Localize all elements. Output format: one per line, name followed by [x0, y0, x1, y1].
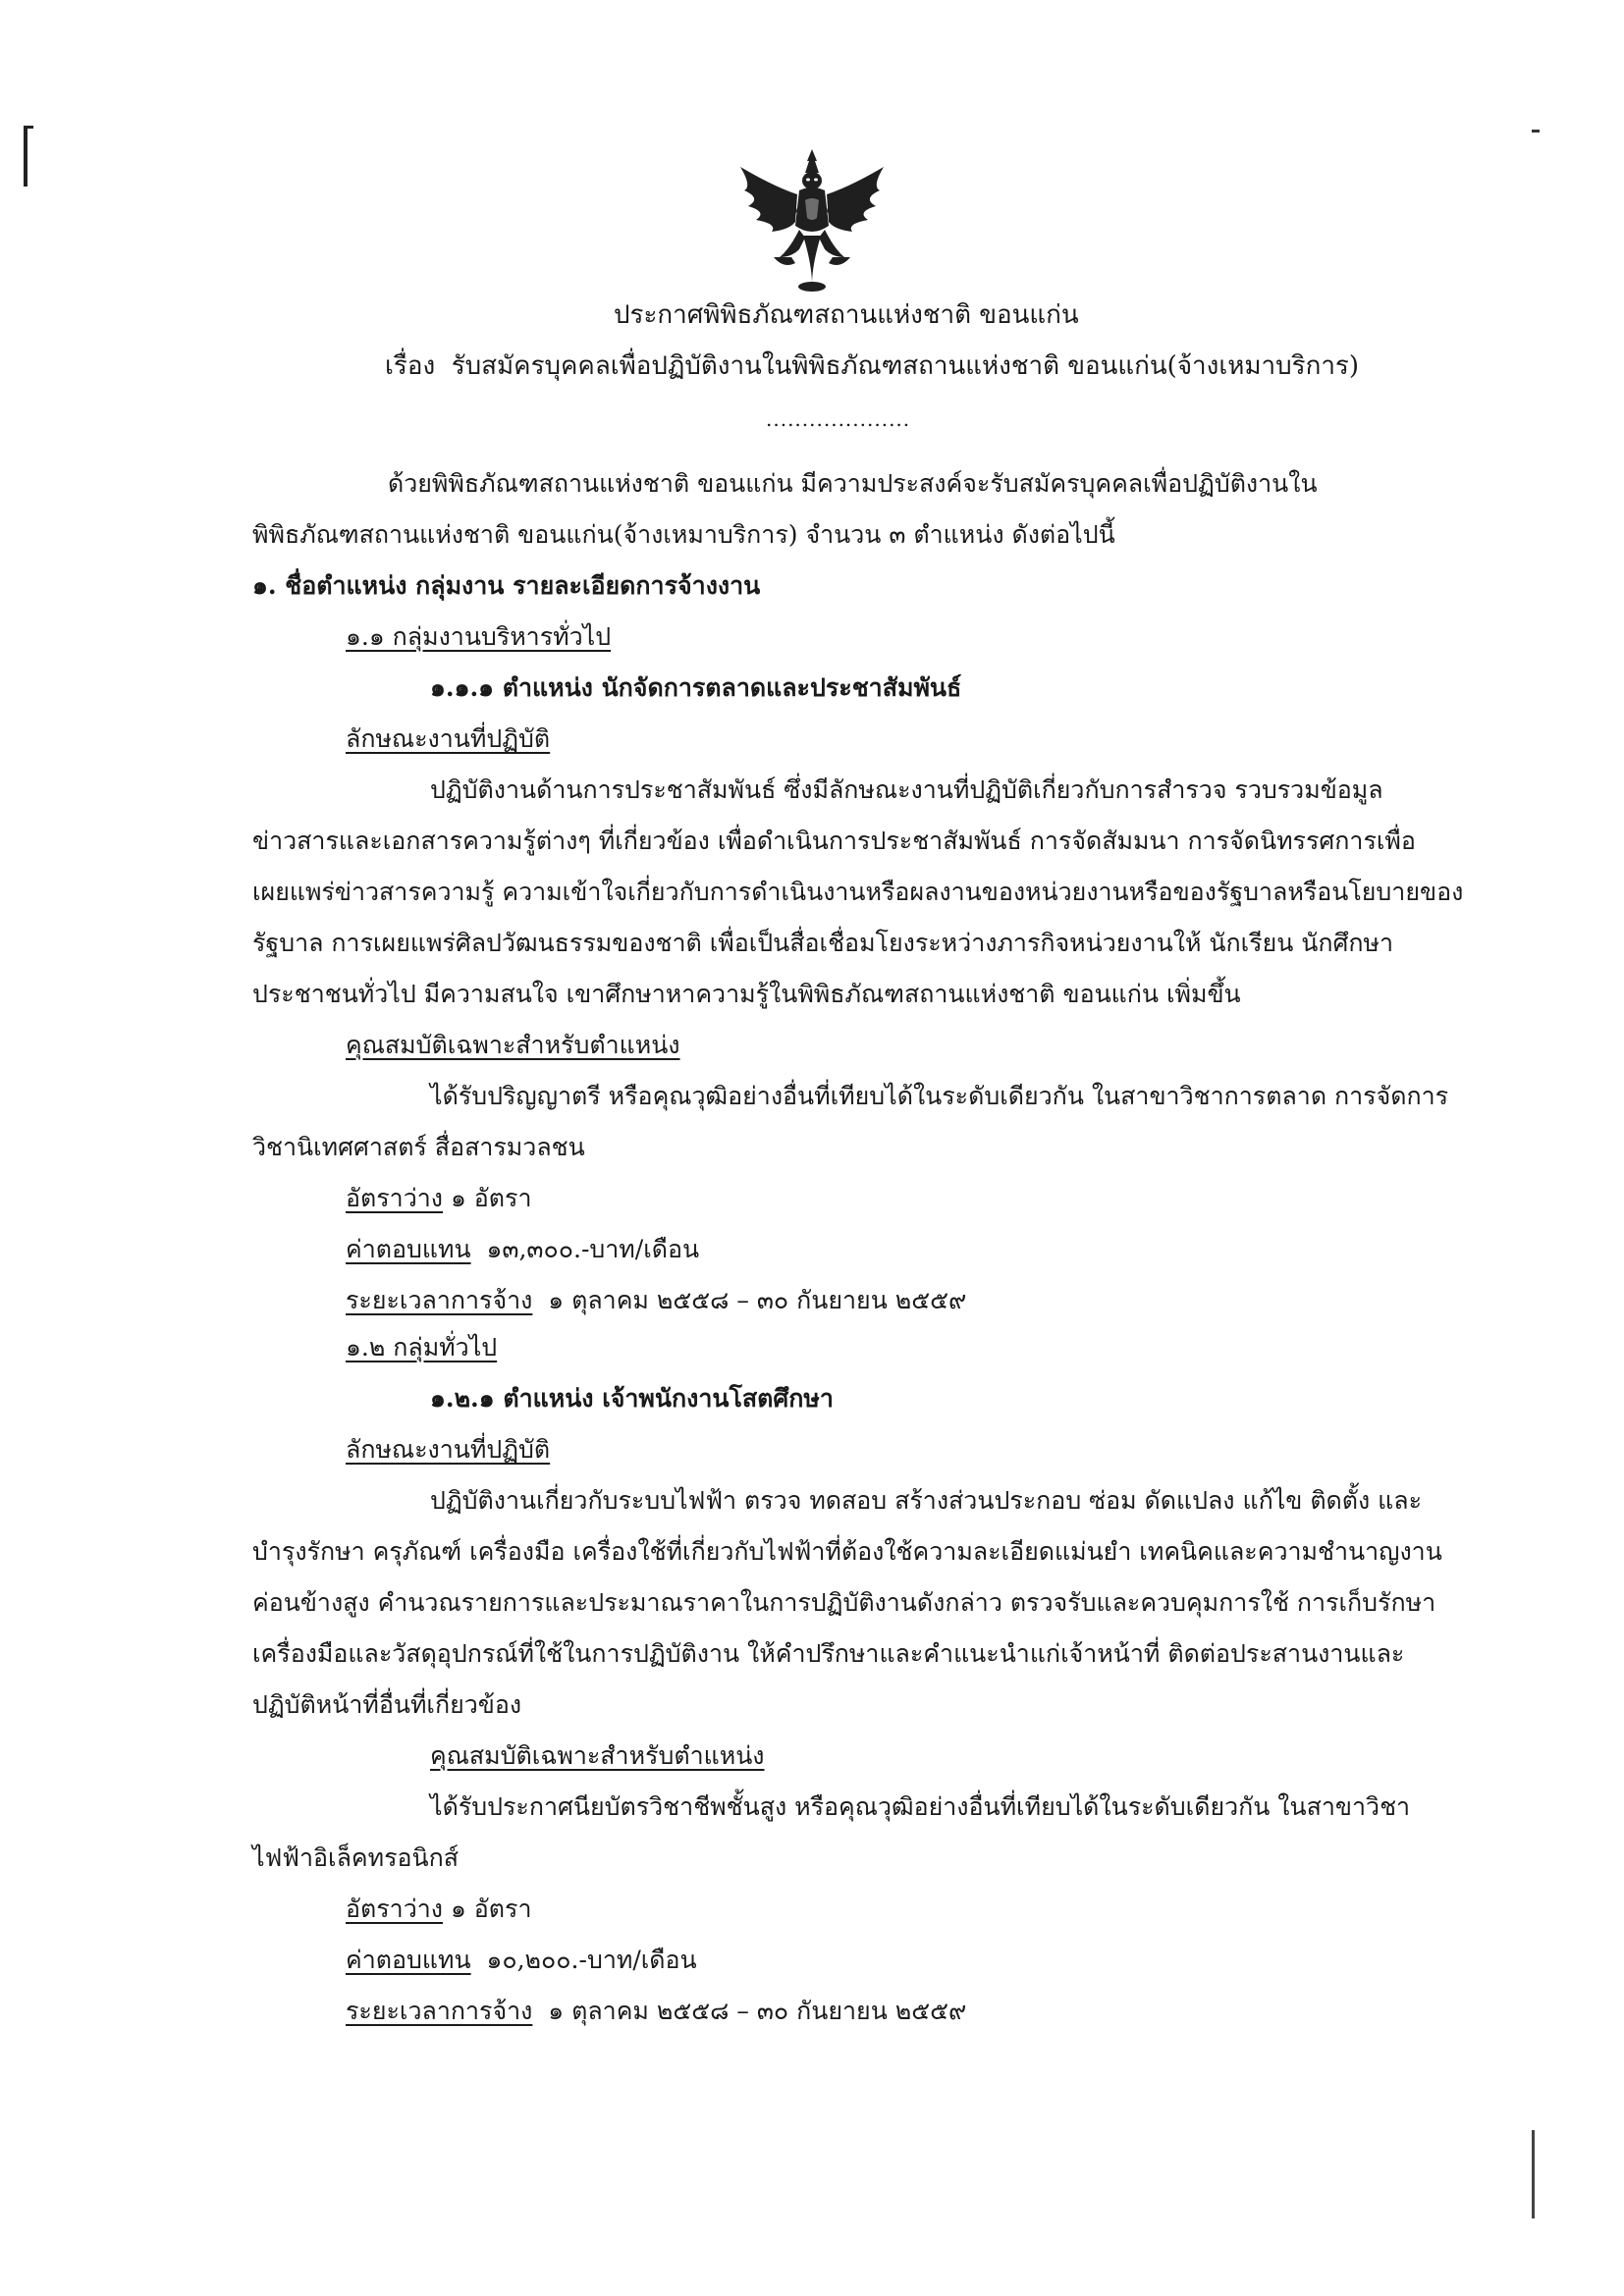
qualification-heading: คุณสมบัติเฉพาะสำหรับตำแหน่ง — [346, 1031, 680, 1059]
vacancy-value: ๑ อัตรา — [450, 1895, 532, 1923]
separator-dots: .................... — [766, 407, 911, 431]
subject-line — [385, 349, 1359, 383]
pay-label: ค่าตอบแทน — [346, 1235, 471, 1263]
duty-line: ปฏิบัติงานด้านการประชาสัมพันธ์ ซึ่งมีลักษณะงานที่ปฏิบัติเกี่ยวกับการสำรวจ รวบรวมข้อมูล — [430, 775, 1383, 804]
duty-line: บำรุงรักษา ครุภัณฑ์ เครื่องมือ เครื่องใช้ที่เกี่ยวกับไฟฟ้าที่ต้องใช้ความละเอียดแม่นยำ เทคนิคและความชำนาญงาน — [252, 1537, 1442, 1566]
period-row — [346, 1995, 966, 2028]
duty-line: เผยแพร่ข่าวสารความรู้ ความเข้าใจเกี่ยวกับการดำเนินงานหรือผลงานของหน่วยงานหรือของรัฐบาลหรือนโยบายของ — [252, 878, 1464, 906]
vacancy-value: ๑ อัตรา — [450, 1184, 532, 1212]
qualification-line: ไฟฟ้าอิเล็คทรอนิกส์ — [252, 1843, 460, 1872]
position-title: ๑.๑.๑ ตำแหน่ง นักจัดการตลาดและประชาสัมพันธ์ — [430, 673, 962, 702]
pay-row — [346, 1233, 699, 1266]
group-heading: ๑.๑ กลุ่มงานบริหารทั่วไป — [346, 622, 612, 651]
vacancy-label: อัตราว่าง — [346, 1184, 443, 1212]
qualification-line: ได้รับประกาศนียบัตรวิชาชีพชั้นสูง หรือคุณวุฒิอย่างอื่นที่เทียบได้ในระดับเดียวกัน ในสาขาวิชา — [430, 1792, 1411, 1821]
period-label: ระยะเวลาการจ้าง — [346, 1286, 533, 1314]
vacancy-row — [346, 1182, 532, 1215]
qualification-heading: คุณสมบัติเฉพาะสำหรับตำแหน่ง — [430, 1741, 765, 1770]
period-value: ๑ ตุลาคม ๒๕๕๘ – ๓๐ กันยายน ๒๕๕๙ — [548, 1997, 967, 2025]
section-heading: ๑. ชื่อตำแหน่ง กลุ่มงาน รายละเอียดการจ้างงาน — [252, 571, 761, 600]
scan-edge-mark — [1532, 130, 1540, 133]
period-row — [346, 1284, 966, 1317]
pay-value: ๑๓,๓๐๐.-บาท/เดือน — [486, 1235, 700, 1263]
intro-line: ด้วยพิพิธภัณฑสถานแห่งชาติ ขอนแก่น มีความประสงค์จะรับสมัครบุคคลเพื่อปฏิบัติงานใน — [388, 469, 1318, 498]
vacancy-row — [346, 1893, 532, 1926]
intro-line: พิพิธภัณฑสถานแห่งชาติ ขอนแก่น(จ้างเหมาบริการ) จำนวน ๓ ตำแหน่ง ดังต่อไปนี้ — [252, 520, 1115, 549]
duty-line: ค่อนข้างสูง คำนวณรายการและประมาณราคาในการปฏิบัติงานดังกล่าว ตรวจรับและควบคุมการใช้ การเก็บรักษา — [252, 1588, 1436, 1617]
duty-line: ข่าวสารและเอกสารความรู้ต่างๆ ที่เกี่ยวข้อง เพื่อดำเนินการประชาสัมพันธ์ การจัดสัมมนา การจัดนิทรรศการเพื่อ — [252, 827, 1416, 855]
scan-edge-mark — [1532, 2130, 1535, 2218]
duty-line: ปฏิบัติหน้าที่อื่นที่เกี่ยวข้อง — [252, 1690, 522, 1719]
garuda-emblem-icon — [734, 147, 890, 294]
scan-edge-mark — [24, 126, 27, 187]
duty-line: รัฐบาล การเผยแพร่ศิลปวัฒนธรรมของชาติ เพื่อเป็นสื่อเชื่อมโยงระหว่างภารกิจหน่วยงานให้ นักเรียน นักศึกษา — [252, 929, 1394, 957]
duty-line: ประชาชนทั่วไป มีความสนใจ เขาศึกษาหาความรู้ในพิพิธภัณฑสถานแห่งชาติ ขอนแก่น เพิ่มขึ้น — [252, 980, 1241, 1008]
qualification-line: ได้รับปริญญาตรี หรือคุณวุฒิอย่างอื่นที่เทียบได้ในระดับเดียวกัน ในสาขาวิชาการตลาด การจัดการ — [430, 1082, 1449, 1110]
pay-label: ค่าตอบแทน — [346, 1946, 471, 1974]
duty-line: ปฏิบัติงานเกี่ยวกับระบบไฟฟ้า ตรวจ ทดสอบ สร้างส่วนประกอบ ซ่อม ดัดแปลง แก้ไข ติดตั้ง และ — [430, 1486, 1423, 1515]
position-title: ๑.๒.๑ ตำแหน่ง เจ้าพนักงานโสตศึกษา — [430, 1384, 834, 1413]
duty-line: เครื่องมือและวัสดุอุปกรณ์ที่ใช้ในการปฏิบัติงาน ให้คำปรึกษาและคำแนะนำแก่เจ้าหน้าที่ ติดต่อประสานงานและ — [252, 1639, 1405, 1668]
group-heading: ๑.๒ กลุ่มทั่วไป — [346, 1333, 498, 1362]
subject-label: เรื่อง — [385, 351, 436, 381]
period-value: ๑ ตุลาคม ๒๕๕๘ – ๓๐ กันยายน ๒๕๕๙ — [548, 1286, 967, 1314]
qualification-line: วิชานิเทศศาสตร์ สื่อสารมวลชน — [252, 1133, 585, 1161]
subject-text: รับสมัครบุคคลเพื่อปฏิบัติงานในพิพิธภัณฑสถานแห่งชาติ ขอนแก่น(จ้างเหมาบริการ) — [451, 351, 1360, 381]
duty-heading: ลักษณะงานที่ปฏิบัติ — [346, 1435, 551, 1464]
pay-row — [346, 1944, 697, 1977]
vacancy-label: อัตราว่าง — [346, 1895, 443, 1923]
announcement-title: ประกาศพิพิธภัณฑสถานแห่งชาติ ขอนแก่น — [614, 300, 1079, 330]
pay-value: ๑๐,๒๐๐.-บาท/เดือน — [486, 1946, 697, 1974]
duty-heading: ลักษณะงานที่ปฏิบัติ — [346, 724, 551, 753]
period-label: ระยะเวลาการจ้าง — [346, 1997, 533, 2025]
